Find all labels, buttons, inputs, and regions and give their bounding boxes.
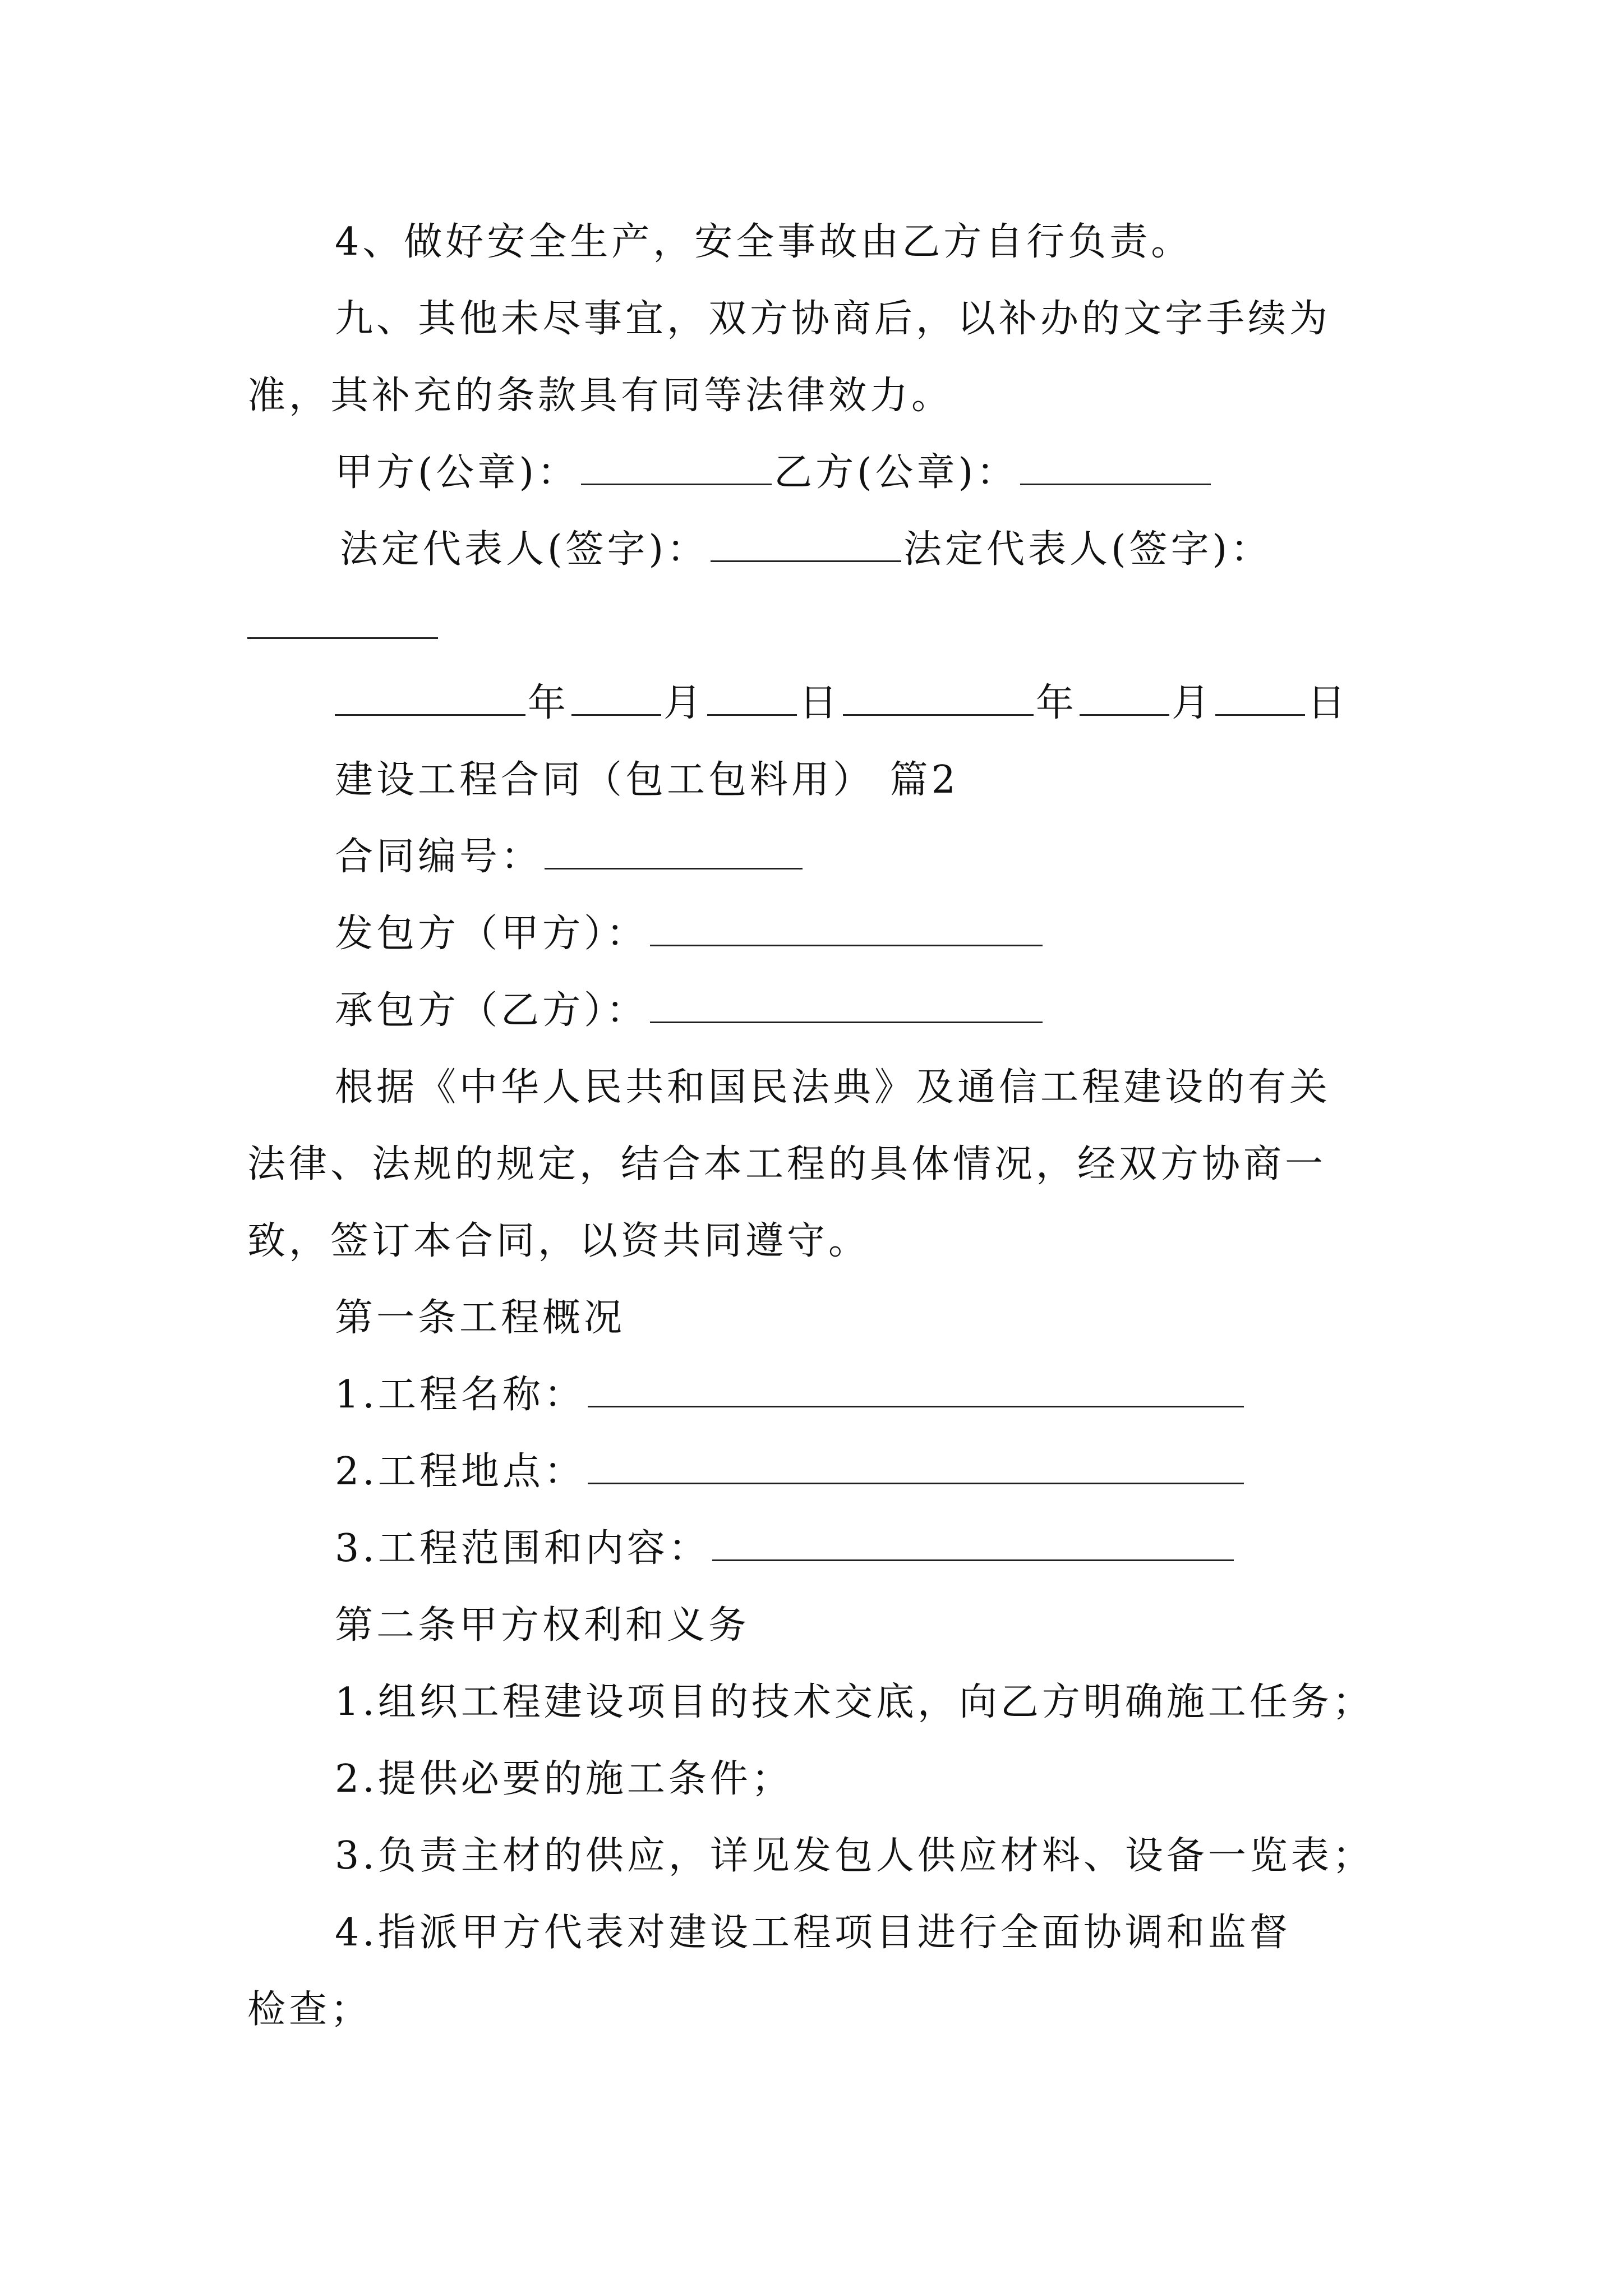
party-a-seal-blank[interactable] [581,451,772,485]
party-b-seal-label: 乙方(公章)： [774,450,1018,495]
clause-nine-line2: 准，其补充的条款具有同等法律效力。 [247,374,953,418]
article2-title: 第二条甲方权利和义务 [335,1603,750,1648]
project-name-label: 1.工程名称： [335,1373,585,1417]
contract-number-blank[interactable] [545,835,803,869]
duty-3: 3.负责主材的供应，详见发包人供应材料、设备一览表； [335,1834,1374,1878]
project-scope-blank[interactable] [712,1527,1234,1561]
date-a-day-label: 日 [799,681,841,725]
date-b-year-label: 年 [1036,681,1078,725]
employer-row [335,912,1045,956]
employer-label: 发包方（甲方）： [335,912,648,956]
contractor-row [335,988,1045,1033]
date-b-year-blank[interactable] [843,682,1034,716]
date-a-month-label: 月 [663,681,706,725]
project-location-blank[interactable] [588,1450,1244,1484]
contract-number-label: 合同编号： [335,835,543,879]
date-b-month-label: 月 [1172,681,1214,725]
date-a-month-blank[interactable] [571,682,661,716]
seal-row [335,450,1213,495]
duty-1: 1.组织工程建设项目的技术交底，向乙方明确施工任务； [335,1680,1374,1724]
duty-4-line2: 检查； [247,1987,372,2032]
date-b-day-label: 日 [1307,681,1349,725]
party-b-seal-blank[interactable] [1020,451,1211,485]
project-name-row [335,1373,1246,1418]
project-scope-row [335,1526,1236,1571]
employer-blank[interactable] [650,912,1043,946]
project-location-label: 2.工程地点： [335,1450,585,1494]
legal-rep-a-label: 法定代表人(签字)： [340,527,709,572]
date-a-day-blank[interactable] [707,682,797,716]
clause-nine-line1: 九、其他未尽事宜，双方协商后，以补办的文字手续为 [335,297,1331,341]
party-a-seal-label: 甲方(公章)： [335,450,579,495]
clause-safety: 4、做好安全生产，安全事故由乙方自行负责。 [335,220,1193,264]
legal-rep-b-row [247,604,440,649]
date-b-day-blank[interactable] [1215,682,1305,716]
legal-rep-b-label: 法定代表人(签字)： [903,527,1272,572]
contract-number-row [335,835,805,880]
project-scope-label: 3.工程范围和内容： [335,1526,710,1571]
project-location-row [335,1450,1246,1494]
duty-2: 2.提供必要的施工条件； [335,1757,793,1801]
duty-4-line1: 4.指派甲方代表对建设工程项目进行全面协调和监督 [335,1911,1291,1955]
date-row [335,681,1349,726]
preamble-line3: 致，签订本合同，以资共同遵守。 [247,1219,870,1263]
date-a-year-blank[interactable] [335,682,525,716]
preamble-line1: 根据《中华人民共和国民法典》及通信工程建设的有关 [335,1065,1331,1110]
contractor-blank[interactable] [650,989,1043,1023]
legal-rep-b-blank[interactable] [247,605,438,639]
project-name-blank[interactable] [588,1373,1244,1407]
contract-title: 建设工程合同（包工包料用） 篇2 [335,758,959,802]
preamble-line2: 法律、法规的规定，结合本工程的具体情况，经双方协商一 [247,1142,1327,1186]
date-a-year-label: 年 [528,681,570,725]
legal-rep-a-blank[interactable] [711,528,901,562]
contractor-label: 承包方（乙方）： [335,988,648,1033]
legal-rep-row [340,527,1272,572]
date-b-month-blank[interactable] [1080,682,1169,716]
article1-title: 第一条工程概况 [335,1296,626,1340]
